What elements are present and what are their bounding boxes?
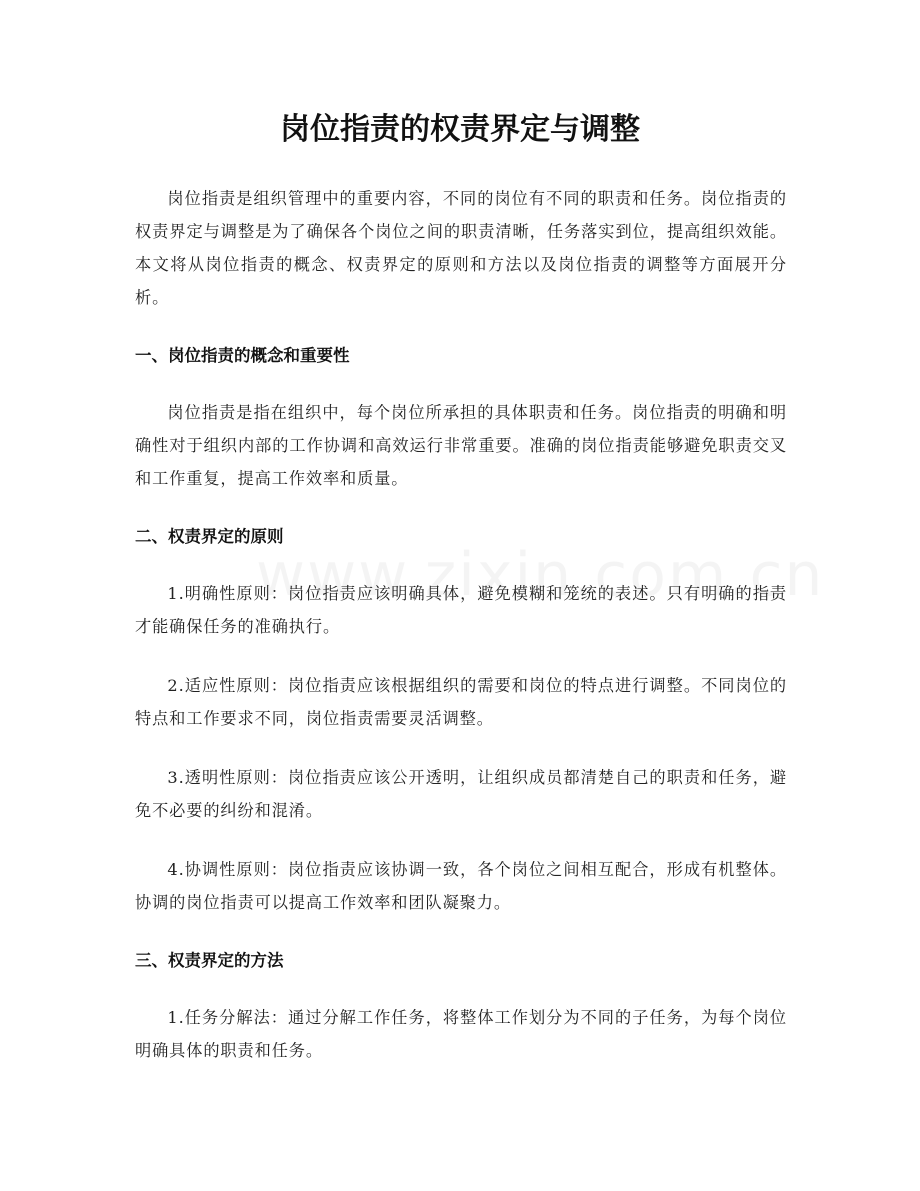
section-heading-concept: 一、岗位指责的概念和重要性 bbox=[135, 346, 350, 365]
principle-item: 4.协调性原则：岗位指责应该协调一致，各个岗位之间相互配合，形成有机整体。协调的岗位指责可以提高工作效率和团队凝聚力。 bbox=[135, 860, 787, 912]
principle-item: 1.明确性原则：岗位指责应该明确具体，避免模糊和笼统的表述。只有明确的指责才能确保任务的准确执行。 bbox=[135, 584, 787, 636]
section-paragraph: 岗位指责是指在组织中，每个岗位所承担的具体职责和任务。岗位指责的明确和明确性对于组织内部的工作协调和高效运行非常重要。准确的岗位指责能够避免职责交叉和工作重复，提高工作效率和质量。 bbox=[135, 403, 787, 488]
method-item: 1.任务分解法：通过分解工作任务，将整体工作划分为不同的子任务，为每个岗位明确具体的职责和任务。 bbox=[135, 1008, 787, 1060]
principle-item: 2.适应性原则：岗位指责应该根据组织的需要和岗位的特点进行调整。不同岗位的特点和工作要求不同，岗位指责需要灵活调整。 bbox=[135, 676, 787, 728]
document-title: 岗位指责的权责界定与调整 bbox=[280, 112, 640, 147]
section-heading-methods: 三、权责界定的方法 bbox=[135, 951, 284, 970]
principle-item: 3.透明性原则：岗位指责应该公开透明，让组织成员都清楚自己的职责和任务，避免不必要的纠纷和混淆。 bbox=[135, 768, 787, 820]
intro-paragraph: 岗位指责是组织管理中的重要内容，不同的岗位有不同的职责和任务。岗位指责的权责界定与调整是为了确保各个岗位之间的职责清晰，任务落实到位，提高组织效能。本文将从岗位指责的概念、权责界定的原则和方法以及岗位指责的调整等方面展开分析。 bbox=[135, 189, 787, 307]
document-body bbox=[135, 182, 787, 1067]
section-heading-principles: 二、权责界定的原则 bbox=[135, 527, 284, 546]
